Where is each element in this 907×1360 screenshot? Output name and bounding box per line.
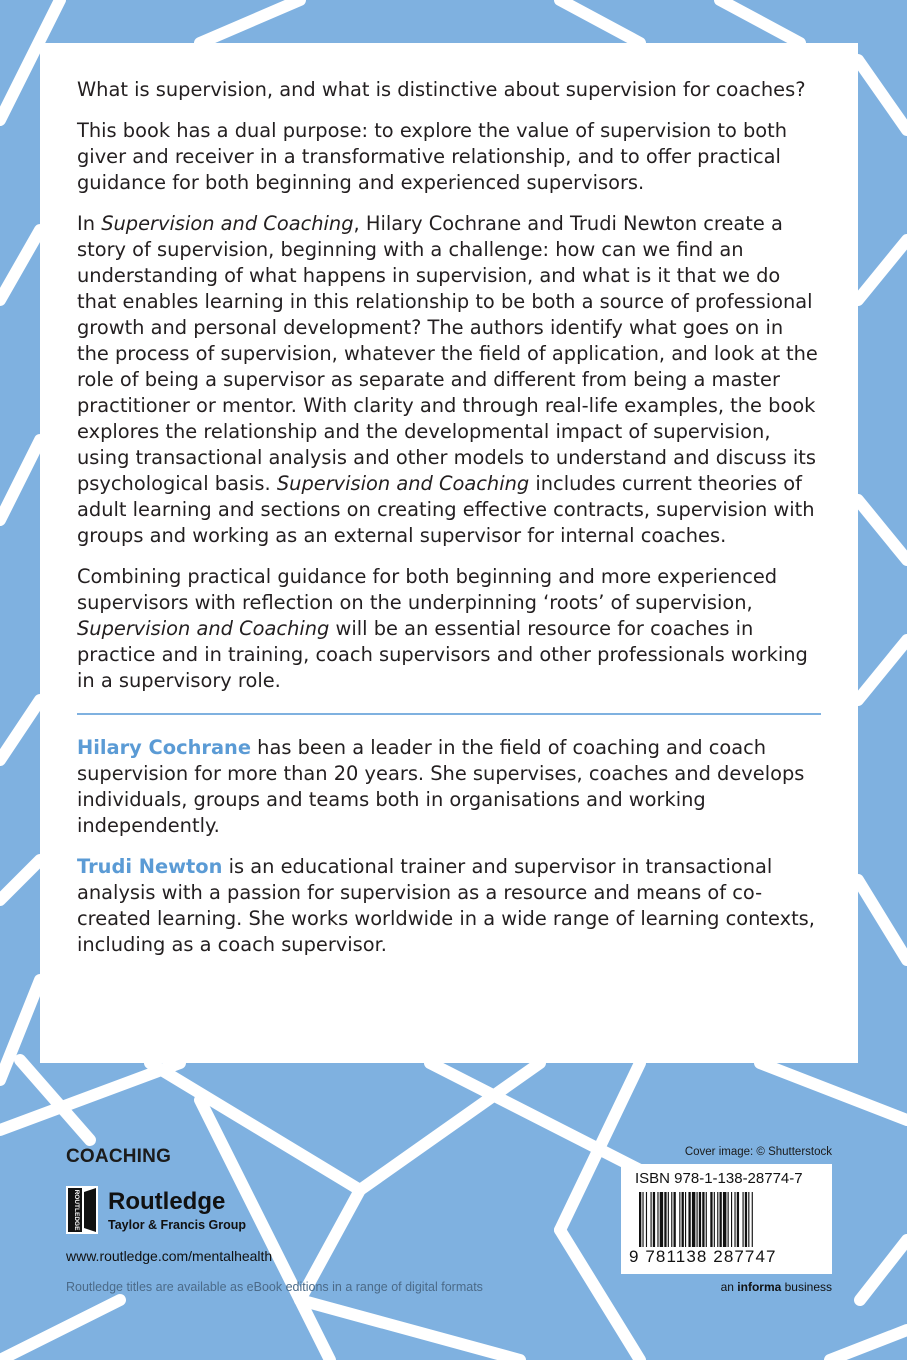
barcode-bar xyxy=(674,1192,676,1254)
author-name: Trudi Newton xyxy=(77,855,223,878)
barcode-bar xyxy=(685,1192,686,1254)
isbn-label: ISBN 978-1-138-28774-7 xyxy=(635,1170,803,1187)
barcode-bar xyxy=(710,1192,712,1254)
logo-mark-text: ROUTLEDGE xyxy=(73,1189,80,1231)
ebook-note: Routledge titles are available as eBook editions in a range of digital formats xyxy=(66,1280,483,1294)
barcode-bar xyxy=(671,1192,672,1254)
barcode-bar xyxy=(646,1192,647,1254)
book-title-italic: Supervision and Coaching xyxy=(77,617,330,640)
blurb-p4-lead: Combining practical guidance for both beginning and more experienced supervisors with reflection on the underpinning ‘roots’ of supervision, xyxy=(77,565,778,614)
blurb-p2-text: This book has a dual purpose: to explore the value of supervision to both giver and receiver in a transformative relationship, and to offer practical guidance for both beginning and experienced supervisors. xyxy=(77,119,788,194)
barcode-bar xyxy=(743,1192,744,1254)
author-name: Hilary Cochrane xyxy=(77,736,252,759)
barcode-bar xyxy=(642,1192,643,1254)
barcode-bar xyxy=(653,1192,655,1254)
barcode-bar xyxy=(664,1192,666,1254)
barcode-bar xyxy=(651,1192,652,1254)
barcode-bar xyxy=(748,1192,749,1254)
routledge-logo-icon xyxy=(66,1186,98,1234)
blurb-paragraph-2 xyxy=(77,118,821,196)
series-label-wrap xyxy=(66,1146,171,1168)
barcode-bar xyxy=(682,1192,684,1254)
blurb-paragraph-1 xyxy=(77,77,821,103)
barcode-bar xyxy=(734,1192,735,1254)
barcode-bar xyxy=(660,1192,663,1254)
author-bio-text: is an educational trainer and supervisor in transactional analysis with a passion for supervision as a resource and means of co-created learning. She works worldwide in a wide range of learning contexts, including as a coach supervisor. xyxy=(77,855,815,956)
blurb-p4-tail: will be an essential resource for coaches in practice and in training, coach supervisors and other professionals working in a supervisory role. xyxy=(77,617,808,692)
barcode-bar xyxy=(731,1192,732,1254)
blurb-p3-tail: includes current theories of adult learning and sections on creating effective contracts, supervision with groups and working as an external supervisor for internal coaches. xyxy=(77,472,815,547)
barcode-icon xyxy=(635,1192,821,1254)
barcode-bar xyxy=(639,1192,641,1254)
barcode-bar xyxy=(723,1192,726,1254)
barcode-bar xyxy=(745,1192,747,1254)
isbn-barcode-box xyxy=(621,1164,832,1274)
cover-credit: Cover image: © Shutterstock xyxy=(684,1146,832,1158)
barcode-bar xyxy=(752,1192,753,1254)
publisher-url[interactable]: www.routledge.com/mentalhealth xyxy=(66,1248,273,1264)
barcode-bar xyxy=(728,1192,729,1254)
series-label: COACHING xyxy=(66,1146,172,1167)
barcode-bar xyxy=(692,1192,695,1254)
author-bio-1 xyxy=(77,735,821,839)
barcode-bar xyxy=(702,1192,704,1254)
publisher-group: Taylor & Francis Group xyxy=(108,1218,246,1232)
barcode-bar xyxy=(657,1192,658,1254)
informa-tagline xyxy=(721,1280,832,1294)
blurb-p1-text: What is supervision, and what is distinctive about supervision for coaches? xyxy=(77,78,806,101)
barcode-bar xyxy=(737,1192,739,1254)
publisher-name: Routledge xyxy=(108,1188,226,1215)
blurb-paragraph-4 xyxy=(77,564,821,694)
barcode-bar xyxy=(706,1192,707,1254)
barcode-bar xyxy=(668,1192,669,1254)
author-bio-text: has been a leader in the field of coaching and coach supervision for more than 20 years. She supervises, coaches and develops individuals, groups and teams both in organisations and working independently. xyxy=(77,736,805,837)
barcode-bar xyxy=(688,1192,690,1254)
informa-prefix: an xyxy=(720,1280,738,1294)
informa-suffix: business xyxy=(781,1280,832,1294)
barcode-bar xyxy=(720,1192,722,1254)
barcode-bar xyxy=(697,1192,698,1254)
book-title-italic: Supervision and Coaching xyxy=(101,212,354,235)
blurb-p3-lead: In xyxy=(77,212,102,235)
barcode-bar xyxy=(679,1192,680,1254)
blurb-panel xyxy=(40,43,858,1063)
barcode-bar xyxy=(699,1192,701,1254)
book-title-italic: Supervision and Coaching xyxy=(276,472,530,495)
barcode-bar xyxy=(717,1192,718,1254)
informa-brand: informa xyxy=(737,1280,782,1294)
barcode-bar xyxy=(714,1192,715,1254)
blurb-paragraph-3 xyxy=(77,211,821,549)
blurb-p3-body: , Hilary Cochrane and Trudi Newton create a story of supervision, beginning with a challenge: how can we find an understanding of what happens in supervision, and what is it that we do that enables learning in this relationship to be both a source of professional growth and personal development? The authors identify what goes on in the process of supervision, whatever the field of application, and look at the role of being a supervisor as separate and different from being a master practitioner or mentor. With clarity and through real-life examples, the book explores the relationship and the developmental impact of supervision, using transactional analysis and other models to understand and discuss its psychological basis. xyxy=(77,212,818,495)
author-bio-2 xyxy=(77,854,821,958)
barcode-digits: 9 781138 287747 xyxy=(629,1247,777,1266)
divider xyxy=(77,713,821,715)
